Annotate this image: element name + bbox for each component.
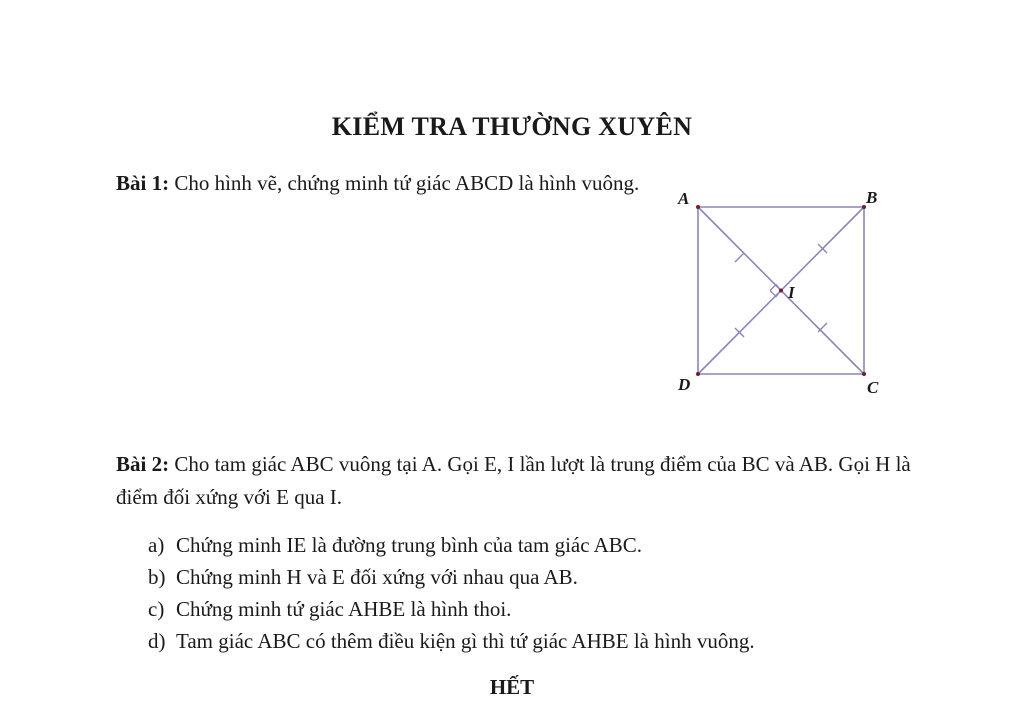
list-item xyxy=(148,593,908,625)
problem-2 xyxy=(116,448,916,514)
list-item xyxy=(148,529,908,561)
point-c-dot xyxy=(862,372,866,376)
point-b-label: B xyxy=(866,188,878,207)
end-marker: HẾT xyxy=(489,675,535,699)
problem-1-label: Bài 1: xyxy=(116,171,170,195)
item-marker: c) xyxy=(148,597,165,621)
item-marker: d) xyxy=(148,629,166,653)
point-d-dot xyxy=(696,372,700,376)
item-marker: a) xyxy=(148,533,165,557)
item-text: Chứng minh tứ giác AHBE là hình thoi. xyxy=(176,597,512,621)
problem-1-text: Cho hình vẽ, chứng minh tứ giác ABCD là hình vuông. xyxy=(169,171,640,195)
square-diagram xyxy=(660,180,900,410)
point-a-dot xyxy=(696,205,700,209)
point-i-dot xyxy=(779,289,783,293)
list-item xyxy=(148,561,908,593)
problem-2-text: Cho tam giác ABC vuông tại A. Gọi E, I lần lượt là trung điểm của BC và AB. Gọi H là điểm đối xứng với E qua I. xyxy=(116,452,911,509)
problem-2-label: Bài 2: xyxy=(116,452,170,476)
item-text: Chứng minh IE là đường trung bình của tam giác ABC. xyxy=(176,533,643,557)
point-a-label: A xyxy=(678,189,690,208)
item-text: Tam giác ABC có thêm điều kiện gì thì tứ giác AHBE là hình vuông. xyxy=(176,629,755,653)
list-item xyxy=(148,625,908,657)
item-marker: b) xyxy=(148,565,166,589)
item-text: Chứng minh H và E đối xứng với nhau qua AB. xyxy=(176,565,578,589)
point-i-label: I xyxy=(788,283,795,302)
point-c-label: C xyxy=(867,378,879,397)
page-title: KIỂM TRA THƯỜNG XUYÊN xyxy=(331,112,693,141)
point-d-label: D xyxy=(678,375,691,394)
problem-2-parts xyxy=(148,529,908,657)
problem-1 xyxy=(116,168,676,199)
tick-ai xyxy=(735,253,744,262)
tick-ic xyxy=(818,323,827,332)
